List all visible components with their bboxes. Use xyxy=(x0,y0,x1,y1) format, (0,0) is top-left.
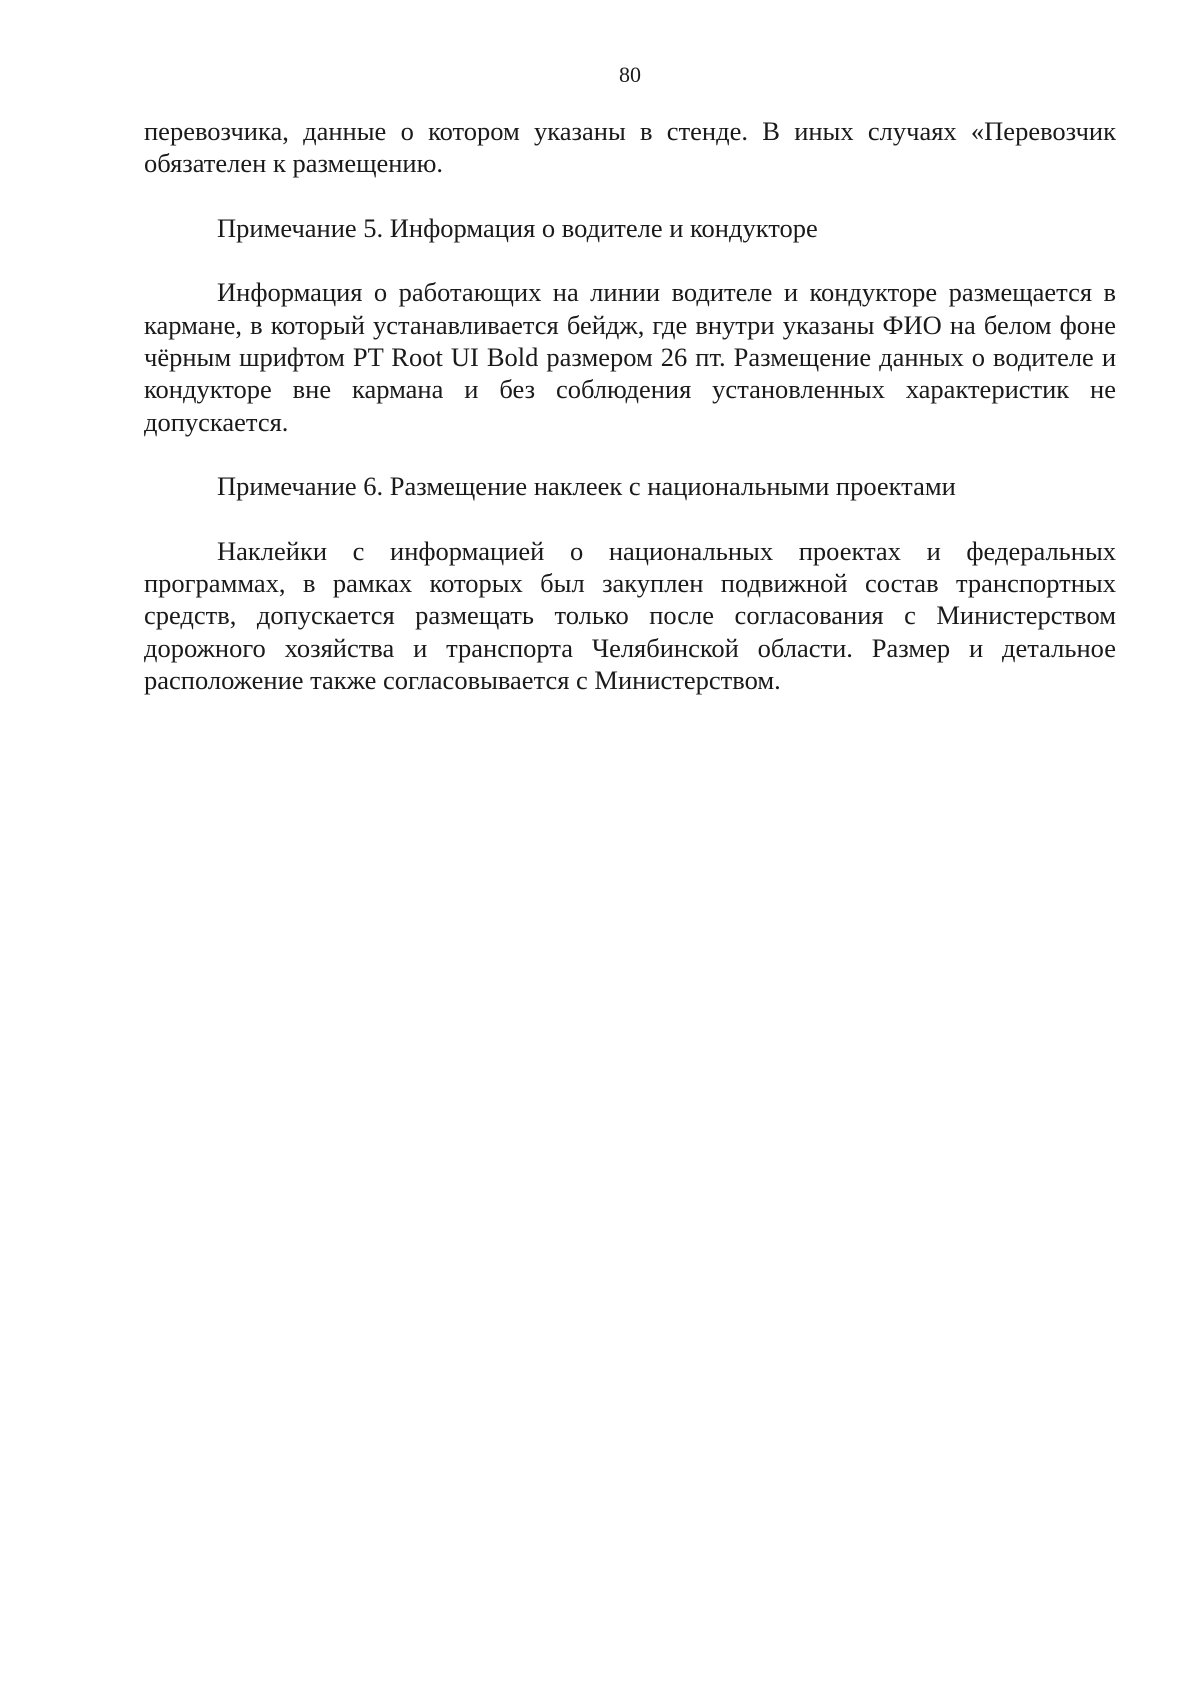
paragraph-continuation: перевозчика, данные о котором указаны в стенде. В иных случаях «Перевозчик обязателен к размещению. xyxy=(144,116,1116,179)
page-number: 80 xyxy=(619,62,641,87)
document-body xyxy=(144,115,1116,697)
paragraph-driver-info: Информация о работающих на линии водителе и кондукторе размещается в кармане, в который устанавливается бейдж, где внутри указаны ФИО на белом фоне чёрным шрифтом PT Root UI Bold размером 26 пт. Размещение данных о водителе и кондукторе вне кармана и без соблюдения установленных характеристик не допускается. xyxy=(144,277,1116,437)
paragraph-national-projects: Наклейки с информацией о национальных проектах и федеральных программах, в рамках которых был закуплен подвижной состав транспортных средств, допускается размещать только после согласования с Министерством дорожного хозяйства и транспорта Челябинской области. Размер и детальное расположение также согласовывается с Министерством. xyxy=(144,535,1116,696)
note-5-heading: Примечание 5. Информация о водителе и кондукторе xyxy=(217,212,818,243)
note-6-heading: Примечание 6. Размещение наклеек с национальными проектами xyxy=(217,471,956,502)
